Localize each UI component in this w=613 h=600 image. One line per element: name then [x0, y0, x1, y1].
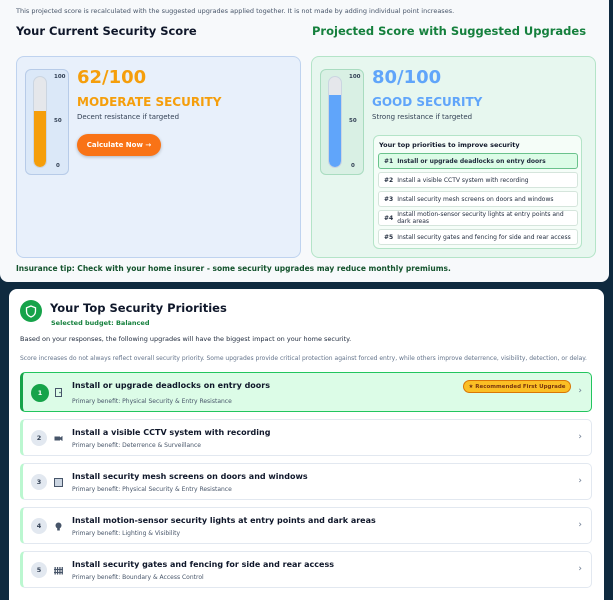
- priority-label: Install or upgrade deadlocks on entry doors: [397, 157, 546, 165]
- row-number: 5: [31, 562, 47, 578]
- recommended-badge: ★ Recommended First Upgrade: [463, 380, 571, 393]
- tick-0: 0: [351, 163, 355, 169]
- current-level-description: Decent resistance if targeted: [77, 113, 180, 121]
- screen-icon: [54, 478, 63, 487]
- projected-thermometer-fill: [329, 95, 341, 167]
- priority-item-4[interactable]: [378, 210, 578, 226]
- priority-row-3[interactable]: [20, 463, 592, 500]
- priority-row-5[interactable]: [20, 551, 592, 588]
- projected-thermometer: [320, 69, 364, 175]
- row-number: 4: [31, 518, 47, 534]
- current-score-panel: [16, 56, 301, 258]
- priorities-card: [9, 289, 604, 600]
- priority-row-4[interactable]: [20, 507, 592, 544]
- shield-icon: [20, 300, 42, 322]
- insurance-tip: Insurance tip: Check with your home insurer - some security upgrades may reduce monthly premiums.: [16, 264, 451, 273]
- priorities-intro: Based on your responses, the following upgrades will have the biggest impact on your home security.: [20, 335, 352, 343]
- priority-number: #3: [384, 195, 394, 203]
- tick-100: 100: [349, 74, 361, 80]
- top-priorities-title: Your top priorities to improve security: [379, 141, 520, 149]
- projected-level-description: Strong resistance if targeted: [372, 113, 473, 121]
- current-thermometer-tube: [33, 76, 47, 168]
- priorities-title: Your Top Security Priorities: [50, 301, 227, 315]
- priority-item-5[interactable]: [378, 229, 578, 245]
- score-card: [0, 0, 609, 282]
- row-benefit: Primary benefit: Boundary & Access Control: [72, 574, 204, 581]
- top-priorities-box: [373, 135, 582, 249]
- projected-score-heading: Projected Score with Suggested Upgrades: [312, 24, 587, 38]
- chevron-right-icon: ›: [578, 564, 582, 574]
- tick-100: 100: [54, 74, 66, 80]
- projected-score-value: 80/100: [372, 67, 442, 88]
- priority-row-1[interactable]: [20, 372, 592, 412]
- row-title: Install security gates and fencing for side and rear access: [72, 560, 334, 569]
- fence-icon: [54, 566, 63, 575]
- row-number: 2: [31, 430, 47, 446]
- priority-number: #4: [384, 214, 394, 222]
- priority-item-1[interactable]: [378, 153, 578, 169]
- calculate-now-button[interactable]: Calculate Now →: [77, 134, 161, 156]
- row-benefit: Primary benefit: Deterrence & Surveillance: [72, 442, 201, 449]
- current-thermometer-fill: [34, 111, 46, 167]
- row-title: Install security mesh screens on doors and windows: [72, 472, 308, 481]
- priority-label: Install a visible CCTV system with recording: [397, 176, 529, 184]
- selected-budget: Selected budget: Balanced: [51, 319, 150, 327]
- projection-note: This projected score is recalculated with the suggested upgrades applied together. It is not made by adding individual point increases.: [16, 7, 455, 15]
- priority-item-2[interactable]: [378, 172, 578, 188]
- priority-number: #1: [384, 157, 394, 165]
- projected-security-level: GOOD SECURITY: [372, 95, 483, 109]
- chevron-right-icon: ›: [578, 432, 582, 442]
- row-number: 3: [31, 474, 47, 490]
- chevron-right-icon: ›: [578, 476, 582, 486]
- priority-row-2[interactable]: [20, 419, 592, 456]
- row-number: 1: [31, 384, 49, 402]
- door-icon: [54, 388, 63, 397]
- projected-score-panel: [311, 56, 596, 258]
- current-security-level: MODERATE SECURITY: [77, 95, 222, 109]
- tick-0: 0: [56, 163, 60, 169]
- current-score-value: 62/100: [77, 67, 147, 88]
- current-thermometer: [25, 69, 69, 175]
- projected-thermometer-tube: [328, 76, 342, 168]
- priority-number: #2: [384, 176, 394, 184]
- priority-label: Install motion-sensor security lights at entry points and dark areas: [397, 211, 564, 225]
- row-title: Install or upgrade deadlocks on entry doors: [72, 381, 270, 390]
- row-benefit: Primary benefit: Physical Security & Entry Resistance: [72, 486, 232, 493]
- tick-50: 50: [54, 118, 62, 124]
- priorities-note: Score increases do not always reflect overall security priority. Some upgrades provide critical protection against forced entry, while others improve deterrence, visibility, detection, or delay.: [20, 355, 587, 362]
- camera-icon: [54, 434, 63, 443]
- priority-label: Install security mesh screens on doors and windows: [397, 195, 554, 203]
- row-benefit: Primary benefit: Lighting & Visibility: [72, 530, 181, 537]
- tick-50: 50: [349, 118, 357, 124]
- row-title: Install motion-sensor security lights at entry points and dark areas: [72, 516, 376, 525]
- chevron-right-icon: ›: [578, 520, 582, 530]
- current-score-heading: Your Current Security Score: [16, 24, 197, 38]
- row-benefit: Primary benefit: Physical Security & Entry Resistance: [72, 398, 232, 405]
- row-title: Install a visible CCTV system with recording: [72, 428, 271, 437]
- chevron-right-icon: ›: [578, 386, 582, 396]
- priority-label: Install security gates and fencing for side and rear access: [397, 233, 571, 241]
- priority-number: #5: [384, 233, 394, 241]
- priority-item-3[interactable]: [378, 191, 578, 207]
- bulb-icon: [54, 522, 63, 531]
